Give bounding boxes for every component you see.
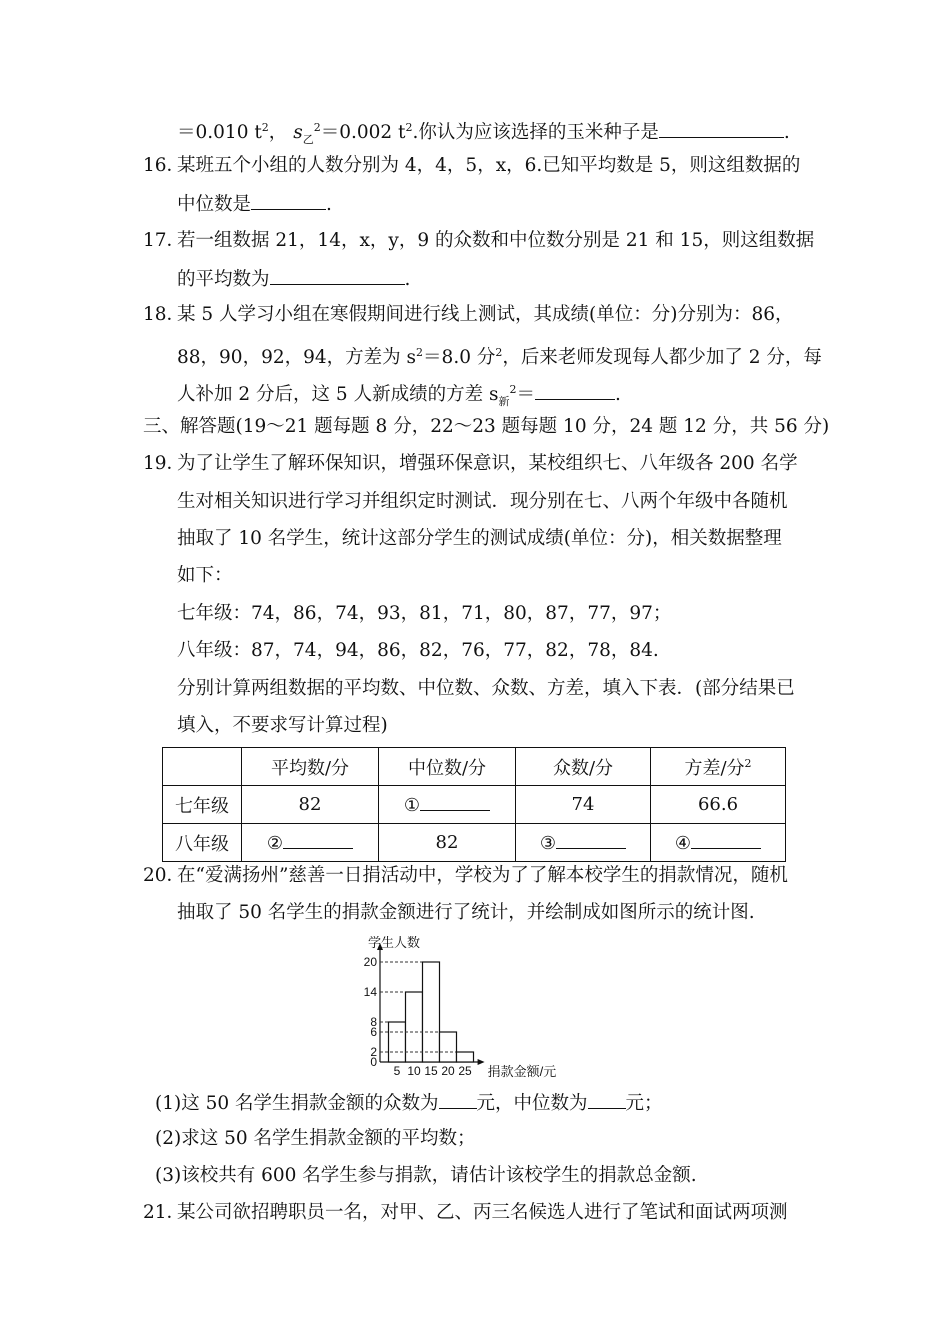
y-tick-label: 20 xyxy=(363,955,377,969)
q19-text-4: 如下： xyxy=(177,565,233,586)
table-header-row xyxy=(163,748,786,786)
q19-text-2: 生对相关知识进行学习并组织定时测试．现分别在七、八两个年级中各随机 xyxy=(177,491,788,512)
y-tick-label: 6 xyxy=(370,1025,377,1039)
q16-text-1: 某班五个小组的人数分别为 4，4，5，x，6.已知平均数是 5，则这组数据的 xyxy=(177,155,801,176)
q19-number: 19． xyxy=(143,453,186,474)
x-axis-label: 捐款金额/元 xyxy=(487,1064,557,1079)
q16-number: 16． xyxy=(143,155,186,176)
q20-mode-blank[interactable] xyxy=(439,1090,477,1109)
table-cell-blank[interactable]: ① xyxy=(379,786,516,824)
table-cell: 七年级 xyxy=(163,786,242,824)
table-cell-blank[interactable]: ② xyxy=(242,824,379,862)
x-tick-label: 20 xyxy=(441,1064,455,1078)
q19-text-1: 为了让学生了解环保知识，增强环保意识，某校组织七、八年级各 200 名学 xyxy=(177,453,798,474)
y-tick-label: 0 xyxy=(370,1055,377,1069)
donation-bar-chart xyxy=(340,936,600,1082)
bar xyxy=(389,1022,406,1062)
table-header-cell xyxy=(163,748,242,786)
q15-line: ＝0.010 $t^2$， $s_乙^2=0.002$ $t^2$.你认为应该选择的玉米种子是 . xyxy=(177,121,790,146)
table-row xyxy=(163,786,786,824)
q21-number: 21． xyxy=(143,1202,186,1223)
y-tick-label: 14 xyxy=(363,985,377,999)
y-tick-label: 2 xyxy=(370,1045,377,1059)
x-axis-arrow xyxy=(478,1059,485,1065)
y-axis-label: 学生人数 xyxy=(368,936,421,950)
q19-text-3: 抽取了 10 名学生，统计这部分学生的测试成绩(单位：分)，相关数据整理 xyxy=(177,528,782,549)
bar xyxy=(457,1052,474,1062)
bar xyxy=(440,1032,457,1062)
x-tick-label: 25 xyxy=(458,1064,472,1078)
q20-number: 20． xyxy=(143,865,186,886)
x-tick-label: 5 xyxy=(393,1064,401,1078)
q20-median-blank[interactable] xyxy=(588,1090,626,1109)
bar xyxy=(406,992,423,1062)
q19-text-6: 填入，不要求写计算过程) xyxy=(177,715,388,736)
table-header-cell: 方差/分$^2$ xyxy=(651,748,786,786)
q17-text-1: 若一组数据 21，14，x，y，9 的众数和中位数分别是 21 和 15，则这组数据 xyxy=(177,230,815,251)
q19-grade7-data: 七年级：74，86，74，93，81，71，80，87，77，97； xyxy=(177,603,672,624)
q18-text-2: 88，90，92，94，方差为 $s^2=8.0$ 分$^2$，后来老师发现每人都少加了 2 分，每 xyxy=(177,346,822,369)
q18-text-1: 某 5 人学习小组在寒假期间进行线上测试，其成绩(单位：分)分别为：86， xyxy=(177,304,794,325)
q19-stats-table xyxy=(162,747,786,862)
table-cell: 66.6 xyxy=(651,786,786,824)
table-cell: 八年级 xyxy=(163,824,242,862)
table-cell: 74 xyxy=(516,786,651,824)
q19-text-5: 分别计算两组数据的平均数、中位数、众数、方差，填入下表．(部分结果已 xyxy=(177,678,795,699)
q18-text-3: 人补加 2 分后，这 5 人新成绩的方差 $s_新^2=$ . xyxy=(177,383,621,408)
q16-answer-blank[interactable] xyxy=(251,191,326,210)
table-header-cell: 中位数/分 xyxy=(379,748,516,786)
q17-number: 17． xyxy=(143,230,186,251)
q18-answer-blank[interactable] xyxy=(535,381,615,400)
q16-text-2: 中位数是 . xyxy=(177,191,332,217)
q19-grade8-data: 八年级：87，74，94，86，82，76，77，82，78，84. xyxy=(177,640,659,661)
bar xyxy=(423,962,440,1062)
table-cell-blank[interactable]: ④ xyxy=(651,824,786,862)
q15-answer-blank[interactable] xyxy=(659,119,784,138)
table-header-cell: 平均数/分 xyxy=(242,748,379,786)
q17-text-2: 的平均数为 . xyxy=(177,266,410,292)
q20-text-1: 在“爱满扬州”慈善一日捐活动中，学校为了了解本校学生的捐款情况，随机 xyxy=(177,865,788,886)
y-tick-label: 8 xyxy=(370,1015,377,1029)
x-tick-label: 15 xyxy=(424,1064,438,1078)
q20-part-2: (2)求这 50 名学生捐款金额的平均数； xyxy=(155,1128,476,1149)
table-header-cell: 众数/分 xyxy=(516,748,651,786)
q21-text-1: 某公司欲招聘职员一名，对甲、乙、丙三名候选人进行了笔试和面试两项测 xyxy=(177,1202,788,1223)
table-row xyxy=(163,824,786,862)
table-cell-blank[interactable]: ③ xyxy=(516,824,651,862)
q20-part-1: (1)这 50 名学生捐款金额的众数为 元，中位数为 元； xyxy=(155,1090,663,1116)
x-tick-label: 10 xyxy=(407,1064,421,1078)
section-3-heading: 三、解答题(19～21 题每题 8 分，22～23 题每题 10 分，24 题 12 分，共 56 分) xyxy=(143,416,830,437)
q18-number: 18． xyxy=(143,304,186,325)
q17-answer-blank[interactable] xyxy=(270,266,405,285)
q20-text-2: 抽取了 50 名学生的捐款金额进行了统计，并绘制成如图所示的统计图. xyxy=(177,902,755,923)
table-cell: 82 xyxy=(242,786,379,824)
q20-part-3: (3)该校共有 600 名学生参与捐款，请估计该校学生的捐款总金额. xyxy=(155,1165,697,1186)
table-cell: 82 xyxy=(379,824,516,862)
